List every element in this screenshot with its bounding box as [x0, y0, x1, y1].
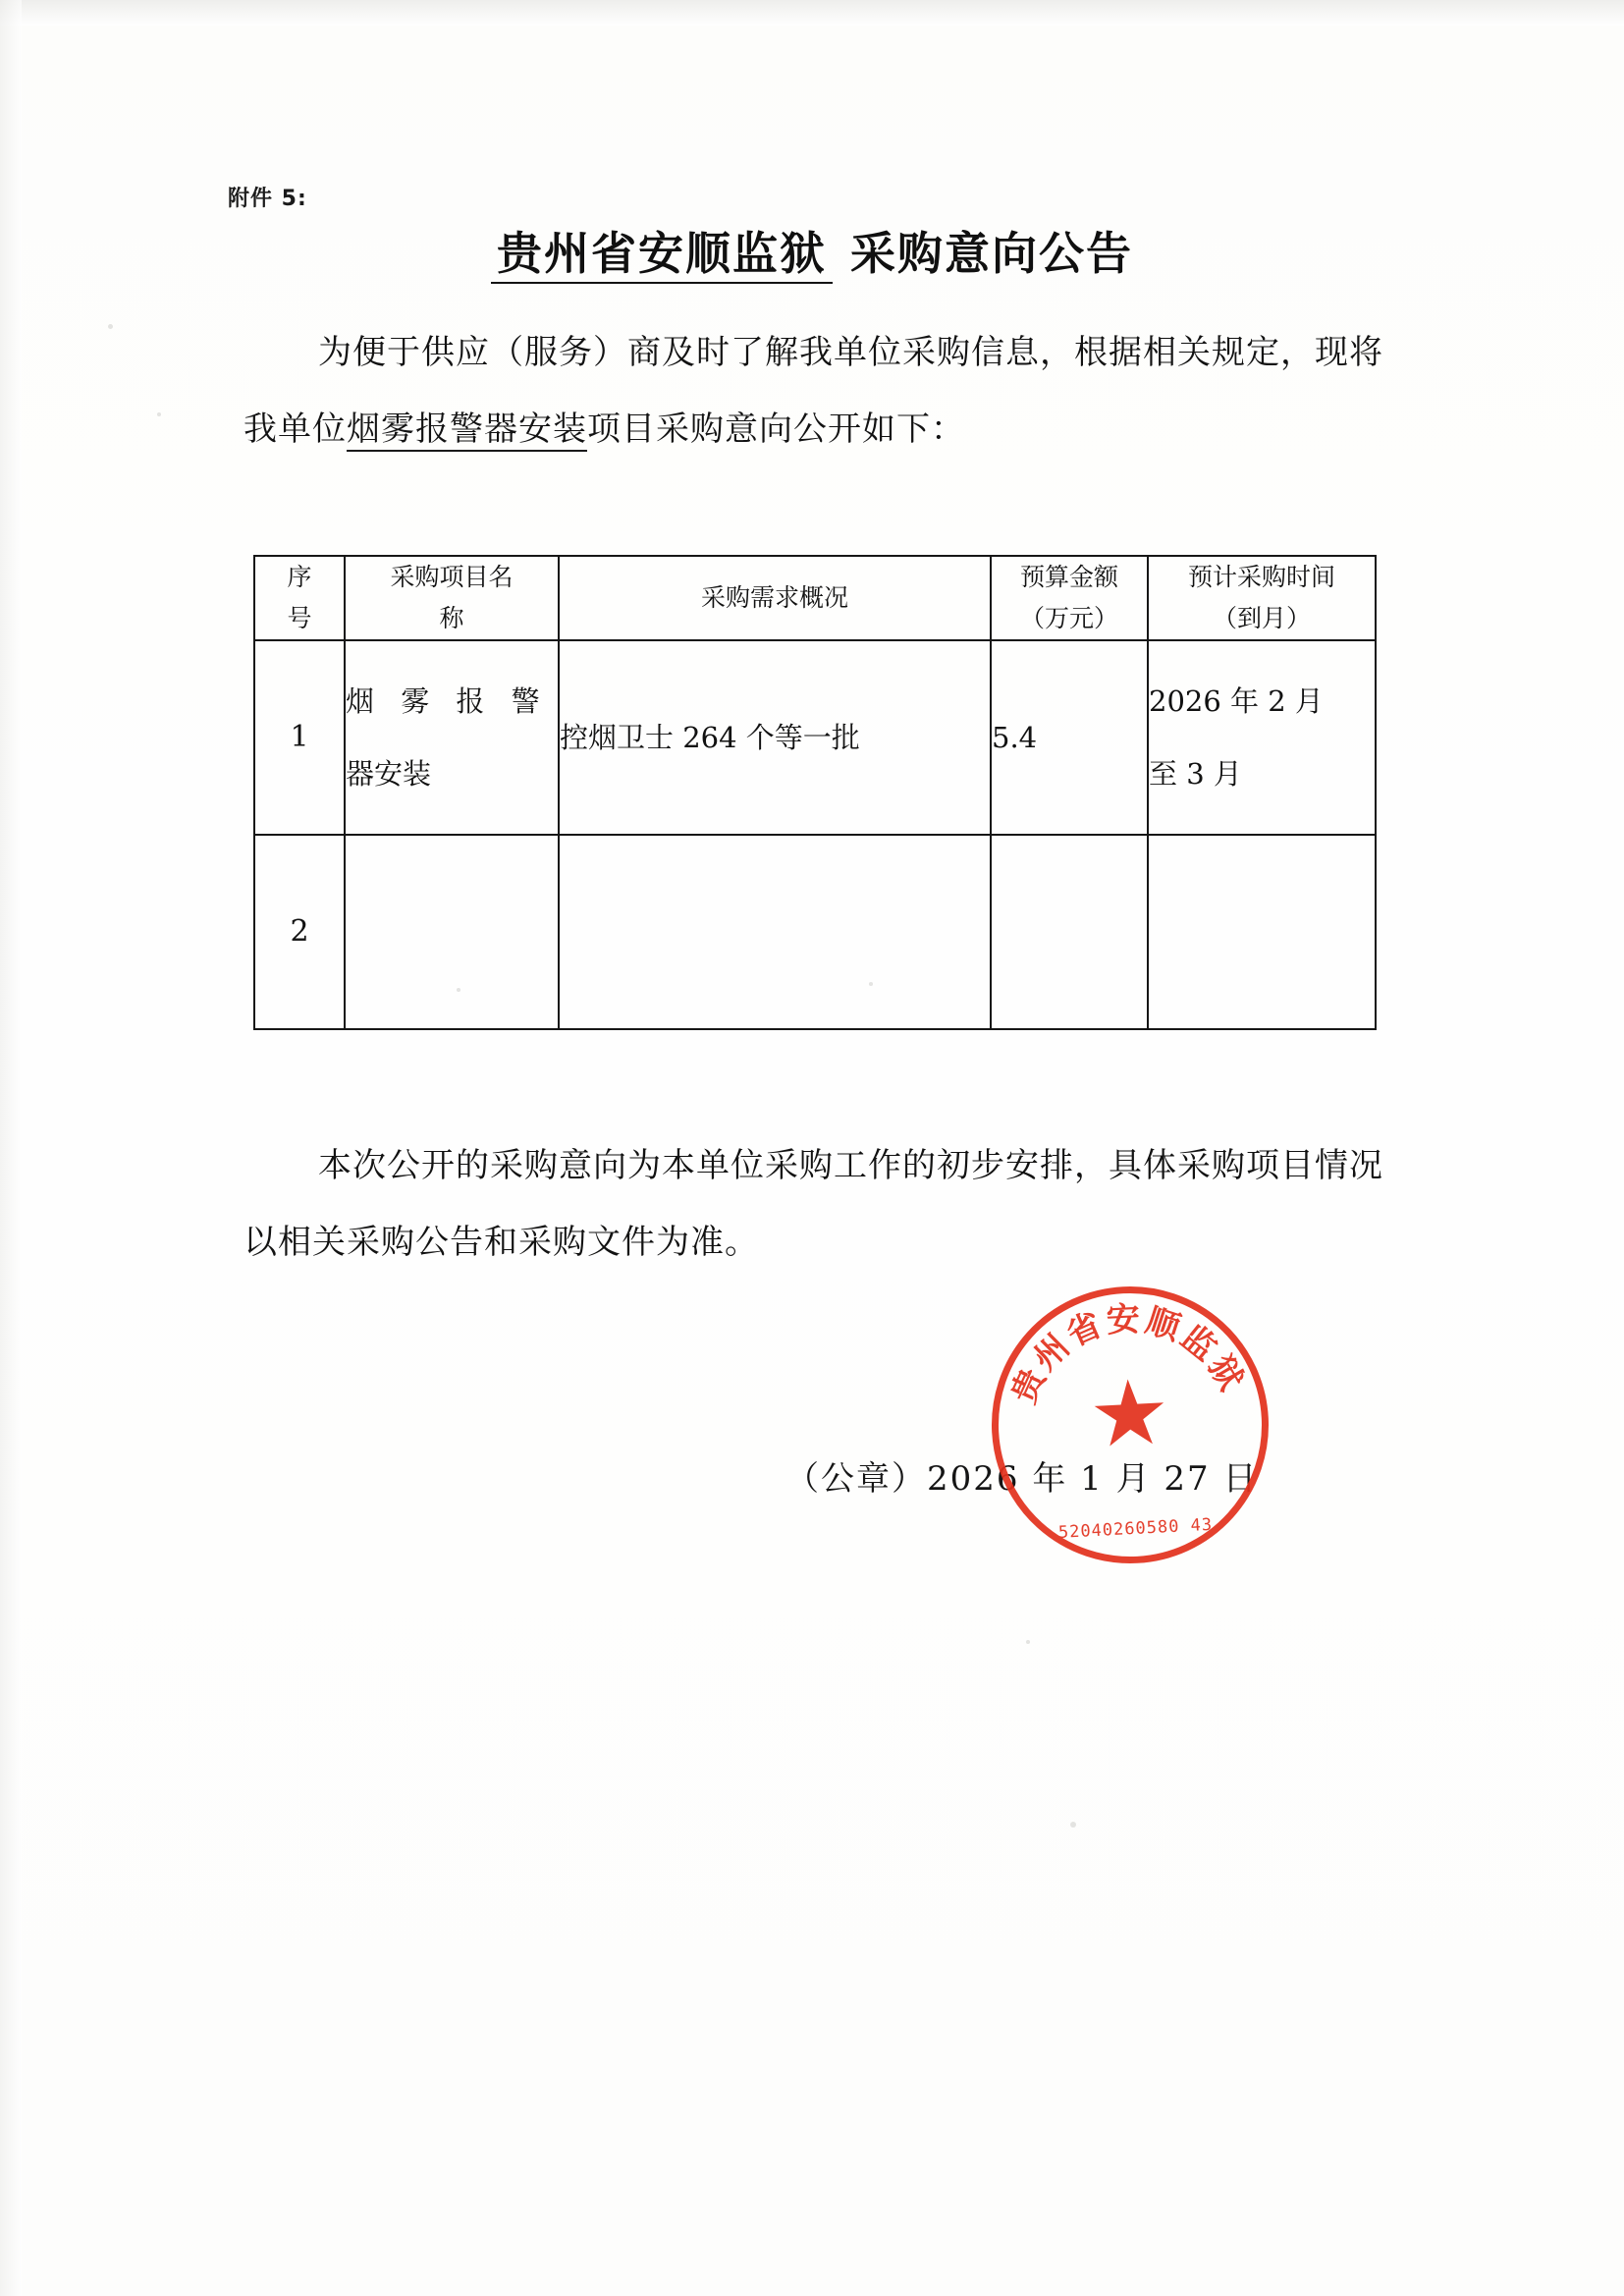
- seal-inner: [992, 1286, 1269, 1563]
- scan-edge-left: [0, 0, 22, 2296]
- seal-code: 52040260580 43: [1057, 1514, 1214, 1543]
- attachment-label: 附件 5:: [228, 187, 307, 211]
- table-header-desc-line1: 采购需求概况: [700, 583, 848, 612]
- table-row: [254, 835, 1376, 1029]
- scan-speck: [108, 324, 113, 329]
- table-header-name: [345, 556, 559, 640]
- paragraph-intro-project: 烟雾报警器安装: [347, 410, 587, 452]
- table-header-name-line2: 称: [439, 604, 464, 632]
- table-header-name-line1: 采购项目名: [390, 563, 514, 591]
- paragraph-intro-part2: 项目采购意向公开如下：: [587, 410, 965, 449]
- paragraph-intro: [244, 314, 1402, 467]
- table-header-time-line1: 预计采购时间: [1187, 563, 1335, 591]
- row1-name-line1: 烟 雾 报 警: [346, 684, 549, 718]
- table-header-time-line2: （到月）: [1212, 604, 1311, 632]
- page-title-kind: 采购意向公告: [850, 227, 1133, 280]
- table-row: [254, 640, 1376, 835]
- scan-edge-top: [0, 0, 1624, 26]
- row2-budget: [991, 835, 1148, 1029]
- table-header-budget: [991, 556, 1148, 640]
- table-header-budget-line2: （万元）: [1019, 604, 1118, 632]
- table-header-desc: [559, 556, 991, 640]
- row1-desc: 控烟卫士 264 个等一批: [559, 640, 991, 835]
- row1-time-line1: 2026 年 2 月: [1149, 684, 1324, 718]
- signature-date-line: （公章）2026 年 1 月 27 日: [785, 1459, 1259, 1499]
- scan-speck: [1070, 1822, 1076, 1828]
- table-header-time: [1148, 556, 1376, 640]
- row1-time-line2: 至 3 月: [1149, 757, 1242, 791]
- row1-budget: 5.4: [991, 640, 1148, 835]
- row2-name: [345, 835, 559, 1029]
- row1-name: [345, 640, 559, 835]
- seal-star-icon: ★: [1086, 1359, 1173, 1469]
- official-seal: [985, 1280, 1275, 1570]
- row2-desc: [559, 835, 991, 1029]
- row1-name-line2: 器安装: [346, 757, 432, 791]
- procurement-table-wrapper: [253, 555, 1375, 1030]
- row2-time: [1148, 835, 1376, 1029]
- row2-no: 2: [254, 835, 345, 1029]
- page-title-org: 贵州省安顺监狱: [491, 227, 833, 284]
- scan-speck: [1026, 1640, 1030, 1644]
- paragraph-closing: 本次公开的采购意向为本单位采购工作的初步安排，具体采购项目情况以相关采购公告和采购文件为准。: [244, 1146, 1383, 1262]
- row1-time: [1148, 640, 1376, 835]
- table-header-no-line1: 序: [287, 563, 312, 591]
- paragraph-intro-part1: 为便于供应（服务）商及时了解我单位采购信息，根据相关规定，现将我单位: [244, 333, 1383, 449]
- svg-text:贵州省安顺监狱: 贵州省安顺监狱: [1003, 1299, 1253, 1410]
- table-header-row: [254, 556, 1376, 640]
- page-title: [0, 218, 1624, 283]
- table-header-no-line2: 号: [287, 604, 312, 632]
- table-header-budget-line1: 预算金额: [1019, 563, 1118, 591]
- procurement-table: [253, 555, 1377, 1030]
- table-header-no: [254, 556, 345, 640]
- scan-speck: [157, 412, 161, 416]
- row1-no: 1: [254, 640, 345, 835]
